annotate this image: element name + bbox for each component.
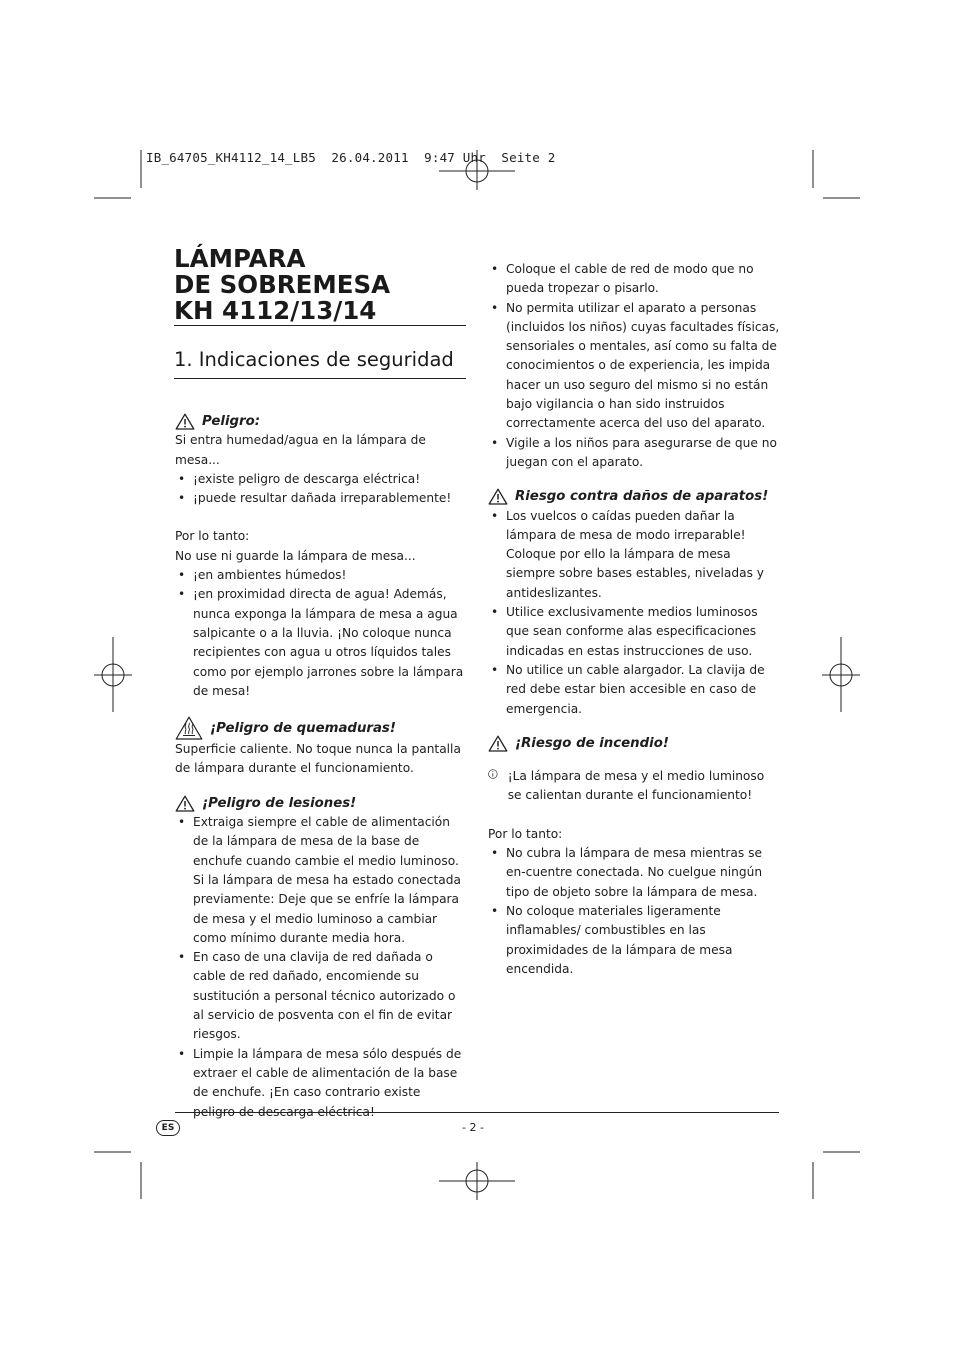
- peligro-list: [175, 470, 465, 509]
- no-use: No use ni guarde la lámpara de mesa...: [175, 548, 416, 563]
- por-lo-tanto: Por lo tanto:: [175, 529, 250, 544]
- warning-triangle-icon: [175, 795, 195, 812]
- print-slug: IB_64705_KH4112_14_LB5 26.04.2011 9:47 Uhr Seite 2: [146, 150, 556, 165]
- quemaduras-heading: ¡Peligro de quemaduras!: [175, 716, 465, 740]
- list-item: • No coloque materiales ligeramente inflamables/ combustibles en las proximidades de la lámpara de mesa encendida.: [488, 902, 780, 979]
- language-badge: ES: [156, 1120, 180, 1136]
- lesiones-heading: ¡Peligro de lesiones!: [175, 794, 465, 813]
- page-title: [174, 246, 390, 324]
- section-heading: 1. Indicaciones de seguridad: [174, 348, 454, 371]
- danos-list: [488, 507, 780, 719]
- footer-rule: [175, 1112, 779, 1113]
- warning-triangle-icon: [488, 735, 508, 752]
- quemaduras-text: Superficie caliente. No toque nunca la pantalla de lámpara durante el funcionamiento.: [175, 742, 461, 776]
- section-rule: [174, 378, 466, 379]
- warning-triangle-icon: [175, 413, 195, 430]
- title-line-3: KH 4112/13/14: [174, 296, 377, 325]
- list-item: • Vigile a los niños para asegurarse de que no juegan con el aparato.: [488, 434, 780, 473]
- title-line-1: LÁMPARA: [174, 244, 306, 273]
- humidity-list: [175, 566, 465, 701]
- right-column: [488, 260, 780, 979]
- peligro-heading: Peligro:: [175, 412, 465, 431]
- list-item: • ¡en ambientes húmedos!: [175, 566, 465, 585]
- list-item: • ¡puede resultar dañada irreparablemente!: [175, 489, 465, 508]
- page-number: - 2 -: [462, 1121, 484, 1134]
- lesiones-list: [175, 813, 465, 1122]
- incendio-heading: ¡Riesgo de incendio!: [488, 734, 780, 753]
- list-item: • Utilice exclusivamente medios luminosos que sean conforme alas especificaciones indicadas en estas instrucciones de uso.: [488, 603, 780, 661]
- list-item: • ¡en proximidad directa de agua! Además, nunca exponga la lámpara de mesa a agua salpicante o a la lluvia. ¡No coloque nunca recipientes con agua u otros líquidos tales como por ejemplo jarrones sobre la lámpara de mesa!: [175, 585, 465, 701]
- incendio-por-lo-tanto: Por lo tanto:: [488, 826, 563, 841]
- title-rule: [174, 325, 466, 326]
- left-column: [175, 412, 465, 1122]
- list-item: • Coloque el cable de red de modo que no pueda tropezar o pisarlo.: [488, 260, 780, 299]
- list-item: • No permita utilizar el aparato a personas (incluidos los niños) cuyas facultades físicas, sensoriales o mentales, así como su falta de conocimientos o de experiencia, les impida hacer un uso seguro del mismo si no están bajo vigilancia o han sido instruidos correctamente acerca del uso del aparato.: [488, 299, 780, 434]
- peligro-intro: Si entra humedad/agua en la lámpara de mesa...: [175, 433, 426, 467]
- info-icon: [488, 765, 498, 783]
- list-item: • No utilice un cable alargador. La clavija de red debe estar bien accesible en caso de emergencia.: [488, 661, 780, 719]
- warning-triangle-icon: [488, 488, 508, 505]
- list-item: • ¡existe peligro de descarga eléctrica!: [175, 470, 465, 489]
- hot-surface-icon: [175, 716, 203, 740]
- danos-heading: Riesgo contra daños de aparatos!: [488, 487, 780, 506]
- cable-list: [488, 260, 780, 472]
- list-item: • En caso de una clavija de red dañada o cable de red dañado, encomiende su sustitución a personal técnico autorizado o al servicio de posventa con el fin de evitar riesgos.: [175, 948, 465, 1044]
- list-item: • Los vuelcos o caídas pueden dañar la lámpara de mesa de modo irreparable! Coloque por ello la lámpara de mesa siempre sobre bases estables, niveladas y antideslizantes.: [488, 507, 780, 603]
- info-note: ¡La lámpara de mesa y el medio luminoso se calientan durante el funcionamiento!: [488, 765, 780, 806]
- list-item: • Extraiga siempre el cable de alimentación de la lámpara de mesa de la base de enchufe cuando cambie el medio luminoso. Si la lámpara de mesa ha estado conectada previamente: Deje que se enfríe la lámpara de mesa y el medio luminoso a cambiar como mínimo durante media hora.: [175, 813, 465, 948]
- title-line-2: DE SOBREMESA: [174, 270, 391, 299]
- incendio-list: [488, 844, 780, 979]
- list-item: • Limpie la lámpara de mesa sólo después de extraer el cable de alimentación de la base de enchufe. ¡En caso contrario existe peligro de descarga eléctrica!: [175, 1045, 465, 1122]
- list-item: • No cubra la lámpara de mesa mientras se en-cuentre conectada. No cuelgue ningún tipo de objeto sobre la lámpara de mesa.: [488, 844, 780, 902]
